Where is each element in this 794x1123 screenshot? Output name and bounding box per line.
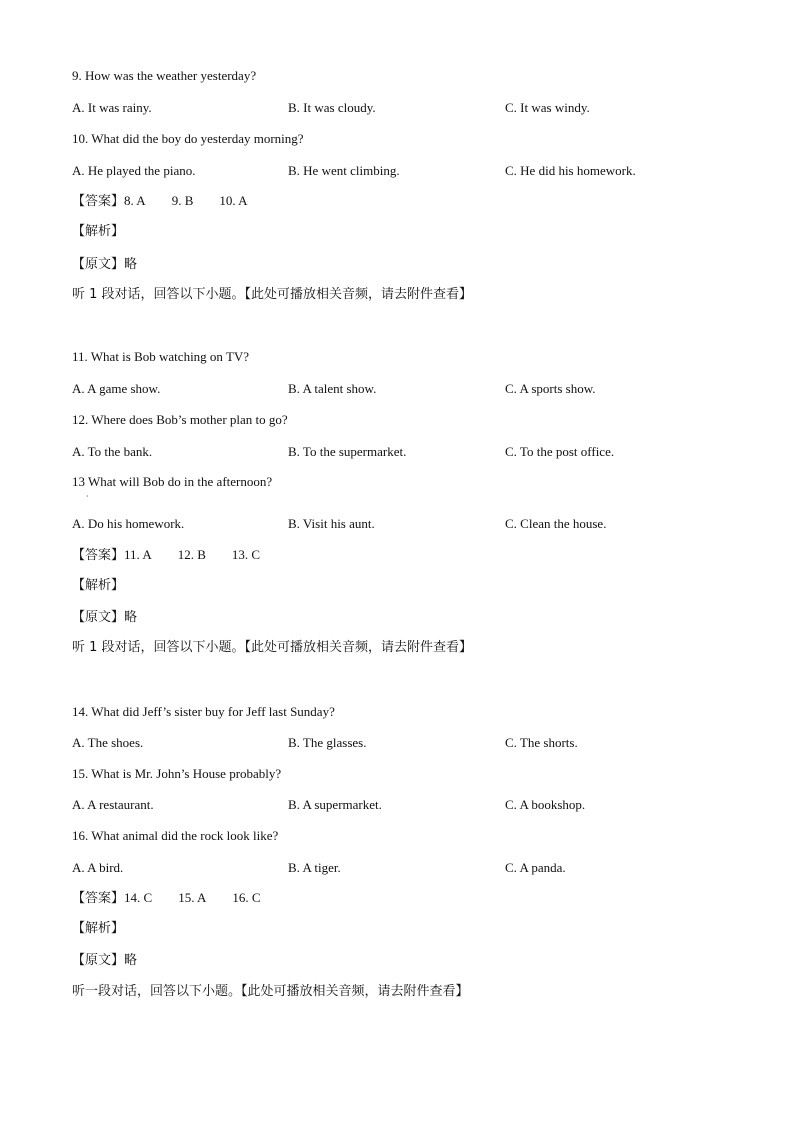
question-11-option-c: C. A sports show.: [505, 381, 596, 396]
original-text: 略: [124, 257, 138, 272]
original-line-3: [72, 952, 137, 969]
answer-12: 12. B: [177, 547, 206, 562]
instruction-3: 听一段对话，回答以下小题。【此处可播放相关音频，请去附件查看】: [72, 984, 469, 999]
question-15-option-c: C. A bookshop.: [505, 797, 586, 812]
question-13-option-b: B. Visit his aunt.: [288, 516, 375, 531]
answer-8: 8. A: [124, 193, 146, 208]
question-10-option-a: A. He played the piano.: [72, 163, 196, 178]
original-text: 略: [124, 953, 138, 968]
question-16-option-c: C. A panda.: [505, 860, 566, 875]
question-10-option-b: B. He went climbing.: [288, 163, 400, 178]
question-10-option-c: C. He did his homework.: [505, 163, 636, 178]
answer-tag: 【答案】: [72, 891, 125, 906]
question-11-stem: 11. What is Bob watching on TV?: [72, 349, 250, 364]
answer-14: 14. C: [124, 890, 153, 905]
answer-9: 9. B: [171, 193, 194, 208]
answer-tag: 【答案】: [72, 548, 125, 563]
answer-line-2: [72, 547, 286, 564]
question-14-option-b: B. The glasses.: [288, 735, 367, 750]
question-16-option-a: A. A bird.: [72, 860, 124, 875]
original-tag: 【原文】: [72, 953, 125, 968]
original-line-1: [72, 256, 137, 273]
question-15-stem: 15. What is Mr. John’s House probably?: [72, 766, 282, 781]
question-16-option-b: B. A tiger.: [288, 860, 341, 875]
answer-16: 16. C: [232, 890, 261, 905]
question-9-option-b: B. It was cloudy.: [288, 100, 376, 115]
question-12-stem: 12. Where does Bob’s mother plan to go?: [72, 412, 288, 427]
question-13-stem: 13 What will Bob do in the afternoon?: [72, 474, 273, 489]
question-14-stem: 14. What did Jeff’s sister buy for Jeff last Sunday?: [72, 704, 335, 719]
answer-10: 10. A: [219, 193, 248, 208]
question-11-option-b: B. A talent show.: [288, 381, 377, 396]
original-tag: 【原文】: [72, 257, 125, 272]
analysis-tag-3: 【解析】: [72, 921, 125, 936]
instruction-1: 听 1 段对话，回答以下小题。【此处可播放相关音频，请去附件查看】: [72, 287, 473, 302]
answer-tag: 【答案】: [72, 194, 125, 209]
question-12-option-c: C. To the post office.: [505, 444, 615, 459]
answer-line-3: [72, 890, 287, 907]
question-10-stem: 10. What did the boy do yesterday morning?: [72, 131, 304, 146]
original-tag: 【原文】: [72, 610, 125, 625]
answer-15: 15. A: [178, 890, 207, 905]
question-9-stem: 9. How was the weather yesterday?: [72, 68, 257, 83]
question-12-option-a: A. To the bank.: [72, 444, 153, 459]
question-13-option-a: A. Do his homework.: [72, 516, 185, 531]
instruction-2: 听 1 段对话，回答以下小题。【此处可播放相关音频，请去附件查看】: [72, 640, 473, 655]
answer-13: 13. C: [231, 547, 261, 562]
question-16-stem: 16. What animal did the rock look like?: [72, 828, 279, 843]
original-line-2: [72, 609, 137, 626]
analysis-tag-1: 【解析】: [72, 224, 125, 239]
analysis-tag-2: 【解析】: [72, 578, 125, 593]
question-9-option-a: A. It was rainy.: [72, 100, 152, 115]
question-9-option-c: C. It was windy.: [505, 100, 590, 115]
question-12-option-b: B. To the supermarket.: [288, 444, 407, 459]
question-14-option-a: A. The shoes.: [72, 735, 144, 750]
answer-11: 11. A: [124, 547, 152, 562]
stray-dot: ·: [86, 492, 89, 501]
answer-line-1: [72, 193, 274, 210]
question-11-option-a: A. A game show.: [72, 381, 161, 396]
question-13-option-c: C. Clean the house.: [505, 516, 607, 531]
question-14-option-c: C. The shorts.: [505, 735, 578, 750]
original-text: 略: [124, 610, 138, 625]
question-15-option-b: B. A supermarket.: [288, 797, 382, 812]
question-15-option-a: A. A restaurant.: [72, 797, 154, 812]
